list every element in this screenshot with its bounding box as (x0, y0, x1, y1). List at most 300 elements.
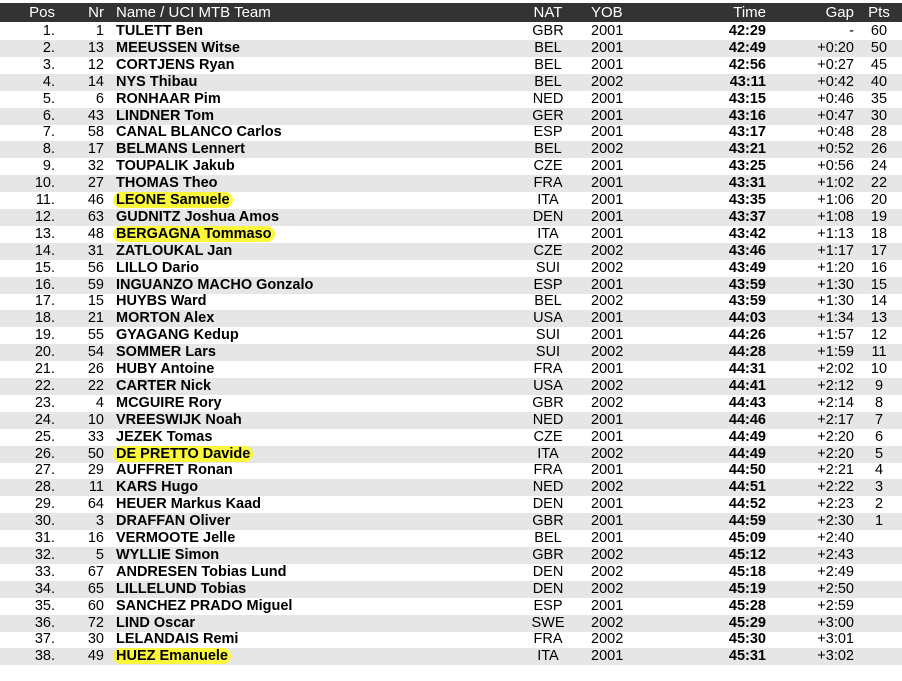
cell-time: 44:31 (728, 361, 766, 377)
cell-nr: 5 (95, 546, 104, 563)
table-row (0, 124, 902, 141)
cell-nat: ITA (537, 648, 559, 665)
cell-pos: 34. (34, 580, 55, 597)
cell-nat: CZE (533, 428, 563, 445)
cell-yob: 2002 (591, 631, 624, 648)
cell-time: 44:28 (728, 344, 766, 361)
cell-time: 43:15 (728, 90, 766, 107)
cell-yob: 2002 (591, 394, 624, 411)
cell-pts: 6 (874, 428, 884, 445)
cell-name: JEZEK Tomas (116, 428, 213, 445)
cell-time: 43:59 (728, 293, 766, 310)
cell-time: 45:12 (728, 546, 766, 563)
table-row (0, 429, 902, 446)
cell-nr: 31 (87, 242, 104, 259)
cell-yob: 2002 (591, 293, 624, 310)
cell-name: TOUPALIK Jakub (116, 158, 235, 175)
cell-name (116, 226, 275, 243)
cell-time: 44:43 (728, 394, 766, 411)
cell-gap: +2:59 (817, 597, 854, 614)
header-yob: YOB (591, 4, 623, 21)
cell-nat: BEL (534, 141, 562, 158)
cell-nr: 59 (87, 276, 104, 293)
cell-nat: CZE (533, 242, 563, 259)
cell-time: 43:17 (728, 124, 766, 141)
cell-time: 42:56 (728, 56, 766, 73)
cell-yob: 2001 (591, 56, 624, 73)
table-row (0, 192, 902, 209)
cell-nat: NED (532, 479, 564, 496)
cell-pos: 3. (42, 56, 55, 73)
cell-pts: 2 (874, 496, 884, 513)
table-row (0, 615, 902, 632)
cell-pts: 26 (870, 141, 888, 158)
cell-pos: 5. (42, 90, 55, 107)
cell-yob: 2002 (591, 377, 624, 394)
table-row (0, 378, 902, 395)
cell-pts: 20 (870, 192, 888, 208)
cell-time: 44:26 (728, 327, 766, 344)
cell-pos: 16. (34, 276, 55, 293)
cell-pos: 36. (34, 614, 55, 631)
cell-pts: 16 (870, 259, 888, 276)
cell-pos: 19. (34, 327, 55, 344)
cell-pos: 10. (34, 175, 55, 192)
highlighted-rider-name: DE PRETTO Davide (113, 446, 253, 462)
cell-pos: 35. (34, 597, 55, 614)
cell-yob: 2001 (591, 597, 624, 614)
cell-nat: GBR (532, 394, 564, 411)
cell-name: RONHAAR Pim (116, 90, 221, 107)
table-row (0, 293, 902, 310)
cell-time: 43:16 (728, 107, 766, 124)
cell-pos: 15. (34, 259, 55, 276)
cell-nr: 3 (95, 513, 104, 530)
table-row (0, 479, 902, 496)
cell-gap: +1:17 (817, 242, 854, 259)
cell-yob: 2001 (591, 462, 624, 479)
cell-nat: GBR (532, 23, 564, 39)
cell-nr: 17 (87, 141, 104, 158)
cell-nr: 30 (87, 631, 104, 648)
cell-time: 45:09 (728, 530, 766, 546)
cell-name: LILLELUND Tobias (116, 580, 247, 597)
cell-pos: 31. (34, 530, 55, 546)
cell-gap: +2:14 (817, 394, 854, 411)
cell-yob: 2001 (591, 192, 624, 208)
cell-time: 44:51 (728, 479, 766, 496)
cell-name: ANDRESEN Tobias Lund (116, 563, 287, 580)
cell-nat: BEL (534, 56, 562, 73)
cell-gap: +2:43 (817, 546, 854, 563)
cell-name: SANCHEZ PRADO Miguel (116, 597, 293, 614)
cell-yob: 2001 (591, 23, 624, 39)
cell-nat: FRA (533, 361, 563, 377)
cell-time: 44:49 (728, 428, 766, 445)
table-row (0, 598, 902, 615)
cell-nat: CZE (533, 158, 563, 175)
cell-nr: 11 (88, 479, 104, 496)
cell-pts: 15 (870, 276, 888, 293)
table-row (0, 446, 902, 463)
cell-name (116, 192, 233, 209)
table-row (0, 108, 902, 125)
cell-yob: 2002 (591, 580, 624, 597)
cell-time: 45:19 (728, 580, 766, 597)
cell-pos: 27. (34, 462, 55, 479)
cell-gap: +1:30 (817, 293, 854, 310)
cell-nr: 1 (95, 23, 104, 39)
cell-pts: 24 (870, 158, 888, 175)
cell-time: 44:46 (728, 411, 766, 428)
cell-yob: 2001 (591, 411, 624, 428)
cell-name: NYS Thibau (116, 73, 198, 90)
cell-nat: FRA (533, 175, 563, 192)
table-row (0, 260, 902, 277)
cell-yob: 2001 (591, 496, 624, 513)
cell-nr: 63 (87, 208, 104, 225)
cell-pts: 30 (870, 107, 888, 124)
table-row (0, 57, 902, 74)
cell-nat: DEN (532, 563, 564, 580)
cell-gap: +3:02 (817, 648, 854, 665)
cell-time: 43:21 (728, 141, 766, 158)
cell-yob: 2002 (591, 73, 624, 90)
table-row (0, 462, 902, 479)
cell-yob: 2001 (591, 310, 624, 327)
cell-time: 44:49 (728, 445, 766, 462)
cell-yob: 2001 (591, 158, 624, 175)
cell-name: WYLLIE Simon (116, 546, 220, 563)
header-nat: NAT (533, 4, 563, 21)
cell-pos: 14. (34, 242, 55, 259)
cell-gap: +2:20 (817, 428, 854, 445)
table-row (0, 141, 902, 158)
cell-nr: 6 (95, 90, 104, 107)
cell-pts: 28 (870, 124, 888, 141)
cell-pts: 18 (870, 225, 888, 242)
cell-nat: SUI (535, 259, 561, 276)
cell-nat: USA (533, 310, 563, 327)
cell-nr: 72 (87, 614, 104, 631)
table-row (0, 277, 902, 294)
cell-pos: 32. (34, 546, 55, 563)
cell-gap: +1:30 (817, 276, 854, 293)
cell-pts: 13 (870, 310, 888, 327)
cell-pos: 24. (34, 411, 55, 428)
cell-gap: +1:34 (817, 310, 854, 327)
cell-pts: 11 (871, 344, 887, 361)
cell-gap: +3:00 (817, 614, 854, 631)
cell-name: GYAGANG Kedup (116, 327, 239, 344)
cell-time: 43:11 (729, 73, 766, 90)
cell-gap: +0:56 (817, 158, 854, 175)
cell-pos: 28. (34, 479, 55, 496)
cell-nat: DEN (532, 208, 564, 225)
cell-gap: +2:17 (817, 411, 854, 428)
cell-pts: 40 (870, 73, 888, 90)
cell-yob: 2002 (591, 445, 624, 462)
cell-nr: 54 (87, 344, 104, 361)
cell-gap: +0:46 (817, 90, 854, 107)
cell-time: 43:25 (728, 158, 766, 175)
cell-nat: ITA (537, 225, 559, 242)
cell-nat: SWE (531, 614, 565, 631)
table-row (0, 310, 902, 327)
header-pos: Pos (29, 4, 55, 21)
cell-pos: 11. (35, 192, 55, 208)
cell-yob: 2001 (591, 648, 624, 665)
table-row (0, 40, 902, 57)
cell-pts: 35 (870, 90, 888, 107)
cell-nr: 65 (87, 580, 104, 597)
cell-name: SOMMER Lars (116, 344, 216, 361)
cell-name: VERMOOTE Jelle (116, 530, 236, 546)
cell-name: HUBY Antoine (116, 361, 215, 377)
cell-name: BELMANS Lennert (116, 141, 245, 158)
cell-pts: 8 (874, 394, 884, 411)
cell-pos: 1. (42, 23, 55, 39)
table-row (0, 74, 902, 91)
header-pts: Pts (868, 4, 890, 21)
cell-pos: 20. (34, 344, 55, 361)
table-row (0, 395, 902, 412)
cell-pos: 18. (34, 310, 55, 327)
table-row (0, 23, 902, 40)
cell-nat: DEN (532, 496, 564, 513)
table-row (0, 412, 902, 429)
cell-nat: ESP (533, 597, 563, 614)
cell-pos: 22. (34, 377, 55, 394)
cell-name: LILLO Dario (116, 259, 199, 276)
cell-nr: 67 (87, 563, 104, 580)
cell-pos: 30. (34, 513, 55, 530)
cell-nr: 48 (87, 225, 104, 242)
cell-name: INGUANZO MACHO Gonzalo (116, 276, 314, 293)
table-row (0, 361, 902, 378)
cell-pos: 33. (34, 563, 55, 580)
cell-nr: 33 (87, 428, 104, 445)
table-row (0, 243, 902, 260)
cell-nr: 29 (87, 462, 104, 479)
cell-time: 42:49 (728, 39, 766, 56)
cell-time: 45:31 (728, 648, 766, 665)
cell-nr: 27 (87, 175, 104, 192)
cell-nat: GER (532, 107, 564, 124)
cell-pts: 50 (870, 39, 888, 56)
cell-name: LINDNER Tom (116, 107, 215, 124)
cell-nat: ITA (537, 192, 559, 208)
cell-nr: 58 (87, 124, 104, 141)
cell-gap: +1:08 (817, 208, 854, 225)
cell-nat: BEL (534, 39, 562, 56)
table-row (0, 513, 902, 530)
cell-name (116, 648, 231, 665)
cell-yob: 2001 (591, 225, 624, 242)
cell-nr: 21 (87, 310, 104, 327)
cell-time: 45:18 (728, 563, 766, 580)
cell-gap: - (849, 23, 854, 39)
cell-yob: 2001 (591, 513, 624, 530)
cell-yob: 2002 (591, 242, 624, 259)
cell-pos: 17. (34, 293, 55, 310)
cell-nat: SUI (535, 327, 561, 344)
cell-time: 44:52 (728, 496, 766, 513)
cell-nr: 22 (87, 377, 104, 394)
cell-gap: +2:02 (817, 361, 854, 377)
cell-nat: FRA (533, 631, 563, 648)
cell-pos: 12. (34, 208, 55, 225)
header-time: Time (733, 4, 766, 21)
cell-nat: GBR (532, 546, 564, 563)
cell-nr: 60 (87, 597, 104, 614)
cell-time: 44:41 (728, 377, 766, 394)
cell-gap: +0:48 (817, 124, 854, 141)
cell-time: 45:30 (728, 631, 766, 648)
cell-name: GUDNITZ Joshua Amos (116, 208, 280, 225)
cell-yob: 2001 (591, 124, 624, 141)
cell-pts: 17 (870, 242, 888, 259)
cell-gap: +1:06 (817, 192, 854, 208)
cell-yob: 2002 (591, 344, 624, 361)
cell-time: 45:28 (728, 597, 766, 614)
cell-name: LIND Oscar (116, 614, 195, 631)
cell-gap: +1:57 (817, 327, 854, 344)
cell-pts: 10 (870, 361, 888, 377)
cell-pos: 23. (34, 394, 55, 411)
cell-nr: 64 (87, 496, 104, 513)
cell-gap: +1:02 (817, 175, 854, 192)
cell-name: MCGUIRE Rory (116, 394, 222, 411)
cell-nat: SUI (535, 344, 561, 361)
cell-gap: +2:12 (817, 377, 854, 394)
table-row (0, 327, 902, 344)
cell-time: 43:59 (728, 276, 766, 293)
cell-gap: +1:59 (817, 344, 854, 361)
table-row (0, 344, 902, 361)
cell-gap: +0:20 (817, 39, 854, 56)
cell-yob: 2001 (591, 39, 624, 56)
table-row (0, 496, 902, 513)
cell-pos: 4. (42, 73, 55, 90)
cell-nr: 13 (87, 39, 104, 56)
header-nr: Nr (88, 4, 104, 21)
cell-time: 43:37 (728, 208, 766, 225)
cell-name: THOMAS Theo (116, 175, 218, 192)
cell-gap: +0:52 (817, 141, 854, 158)
cell-gap: +2:49 (817, 563, 854, 580)
cell-nr: 56 (87, 259, 104, 276)
cell-yob: 2001 (591, 90, 624, 107)
cell-nr: 10 (87, 411, 104, 428)
cell-time: 43:49 (728, 259, 766, 276)
cell-nat: ESP (533, 124, 563, 141)
cell-nat: DEN (532, 580, 564, 597)
cell-name: LELANDAIS Remi (116, 631, 239, 648)
cell-name: AUFFRET Ronan (116, 462, 233, 479)
cell-time: 44:03 (728, 310, 766, 327)
cell-pos: 8. (42, 141, 55, 158)
cell-pts: 45 (870, 56, 888, 73)
cell-time: 45:29 (728, 614, 766, 631)
cell-pts: 14 (870, 293, 888, 310)
cell-nr: 55 (87, 327, 104, 344)
cell-nat: NED (532, 411, 564, 428)
cell-pts: 9 (874, 377, 884, 394)
cell-pos: 25. (34, 428, 55, 445)
cell-nr: 50 (87, 445, 104, 462)
cell-yob: 2001 (591, 107, 624, 124)
cell-time: 42:29 (728, 23, 766, 39)
cell-name: TULETT Ben (116, 23, 203, 39)
results-table-header (0, 3, 902, 22)
cell-yob: 2001 (591, 208, 624, 225)
cell-time: 44:50 (728, 462, 766, 479)
cell-pos: 6. (42, 107, 55, 124)
cell-nat: BEL (534, 293, 562, 310)
cell-yob: 2001 (591, 175, 624, 192)
cell-yob: 2001 (591, 327, 624, 344)
cell-nat: USA (533, 377, 563, 394)
cell-pos: 7. (42, 124, 55, 141)
cell-yob: 2001 (591, 428, 624, 445)
cell-pos: 38. (34, 648, 55, 665)
cell-name: VREESWIJK Noah (116, 411, 242, 428)
cell-nr: 46 (87, 192, 104, 208)
cell-yob: 2002 (591, 259, 624, 276)
cell-pts: 12 (870, 327, 888, 344)
cell-gap: +2:22 (817, 479, 854, 496)
highlighted-rider-name: BERGAGNA Tommaso (113, 226, 275, 242)
cell-pos: 9. (42, 158, 55, 175)
table-row (0, 564, 902, 581)
cell-nat: BEL (534, 530, 562, 546)
cell-nr: 15 (87, 293, 104, 310)
cell-yob: 2002 (591, 141, 624, 158)
cell-yob: 2002 (591, 614, 624, 631)
cell-nat: FRA (533, 462, 563, 479)
cell-name (116, 446, 253, 463)
cell-gap: +2:40 (817, 530, 854, 546)
header-gap: Gap (825, 4, 854, 21)
cell-pos: 2. (42, 39, 55, 56)
cell-gap: +2:23 (817, 496, 854, 513)
cell-pos: 29. (34, 496, 55, 513)
table-row (0, 175, 902, 192)
cell-pts: 19 (870, 208, 888, 225)
table-row (0, 631, 902, 648)
table-row (0, 91, 902, 108)
cell-gap: +0:42 (817, 73, 854, 90)
table-row (0, 226, 902, 243)
cell-name: HEUER Markus Kaad (116, 496, 262, 513)
cell-time: 43:35 (728, 192, 766, 208)
cell-pos: 37. (34, 631, 55, 648)
cell-yob: 2002 (591, 563, 624, 580)
cell-nr: 32 (87, 158, 104, 175)
highlighted-rider-name: LEONE Samuele (113, 192, 233, 208)
cell-nat: NED (532, 90, 564, 107)
cell-name: CANAL BLANCO Carlos (116, 124, 282, 141)
cell-pos: 26. (34, 445, 55, 462)
table-row (0, 581, 902, 598)
cell-yob: 2002 (591, 479, 624, 496)
cell-name: KARS Hugo (116, 479, 199, 496)
cell-gap: +2:21 (817, 462, 854, 479)
cell-yob: 2001 (591, 361, 624, 377)
cell-name: MEEUSSEN Witse (116, 39, 240, 56)
cell-gap: +3:01 (817, 631, 854, 648)
